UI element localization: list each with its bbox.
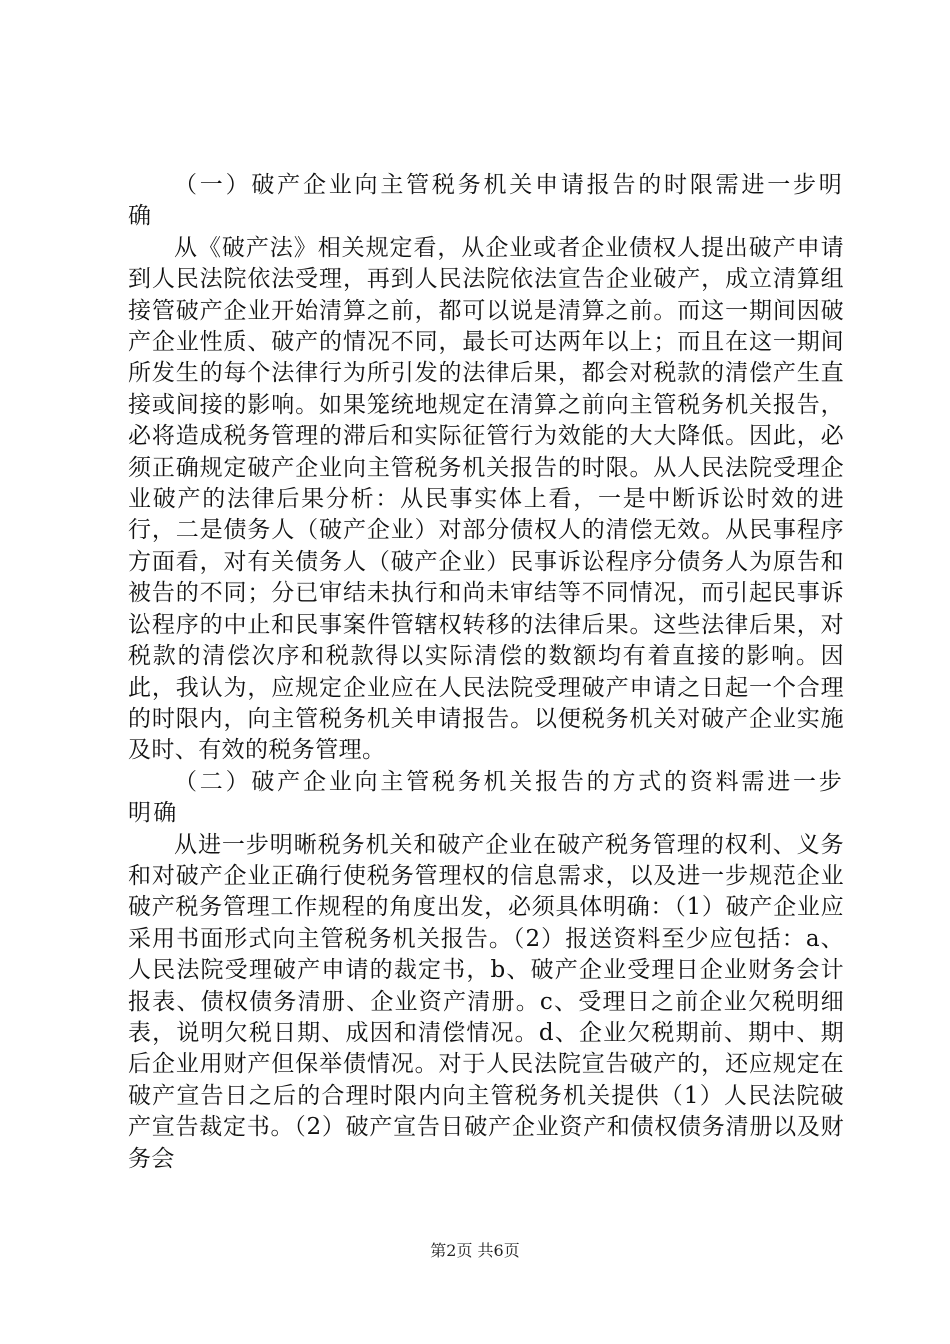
- section-heading-2: （二）破产企业向主管税务机关报告的方式的资料需进一步明确: [128, 768, 844, 827]
- document-body: [128, 170, 844, 1175]
- section-paragraph-2: 从进一步明晰税务机关和破产企业在破产税务管理的权利、义务和对破产企业正确行使税务管理权的信息需求，以及进一步规范企业破产税务管理工作规程的角度出发，必须具体明确：（1）破产企业应采用书面形式向主管税务机关报告。（2）报送资料至少应包括：a、人民法院受理破产申请的裁定书，b、破产企业受理日企业财务会计报表、债权债务清册、企业资产清册。c、受理日之前企业欠税明细表，说明欠税日期、成因和清偿情况。d、企业欠税期前、期中、期后企业用财产但保举债情况。对于人民法院宣告破产的，还应规定在破产宣告日之后的合理时限内向主管税务机关提供（1）人民法院破产宣告裁定书。（2）破产宣告日破产企业资产和债权债务清册以及财务会: [128, 831, 844, 1172]
- section-paragraph-1: 从《破产法》相关规定看，从企业或者企业债权人提出破产申请到人民法院依法受理，再到人民法院依法宣告企业破产，成立清算组接管破产企业开始清算之前，都可以说是清算之前。而这一期间因破产企业性质、破产的情况不同，最长可达两年以上；而且在这一期间所发生的每个法律行为所引发的法律后果，都会对税款的清偿产生直接或间接的影响。如果笼统地规定在清算之前向主管税务机关报告，必将造成税务管理的滞后和实际征管行为效能的大大降低。因此，必须正确规定破产企业向主管税务机关报告的时限。从人民法院受理企业破产的法律后果分析：从民事实体上看，一是中断诉讼时效的进行，二是债务人（破产企业）对部分债权人的清偿无效。从民事程序方面看，对有关债务人（破产企业）民事诉讼程序分债务人为原告和被告的不同；分已审结未执行和尚未审结等不同情况，而引起民事诉讼程序的中止和民事案件管辖权转移的法律后果。这些法律后果，对税款的清偿次序和税款得以实际清偿的数额均有着直接的影响。因此，我认为，应规定企业应在人民法院受理破产申请之日起一个合理的时限内，向主管税务机关申请报告。以便税务机关对破产企业实施及时、有效的税务管理。: [128, 234, 844, 764]
- page-number-footer: 第2页 共6页: [430, 1241, 520, 1260]
- section-heading-1: （一）破产企业向主管税务机关申请报告的时限需进一步明确: [128, 172, 844, 230]
